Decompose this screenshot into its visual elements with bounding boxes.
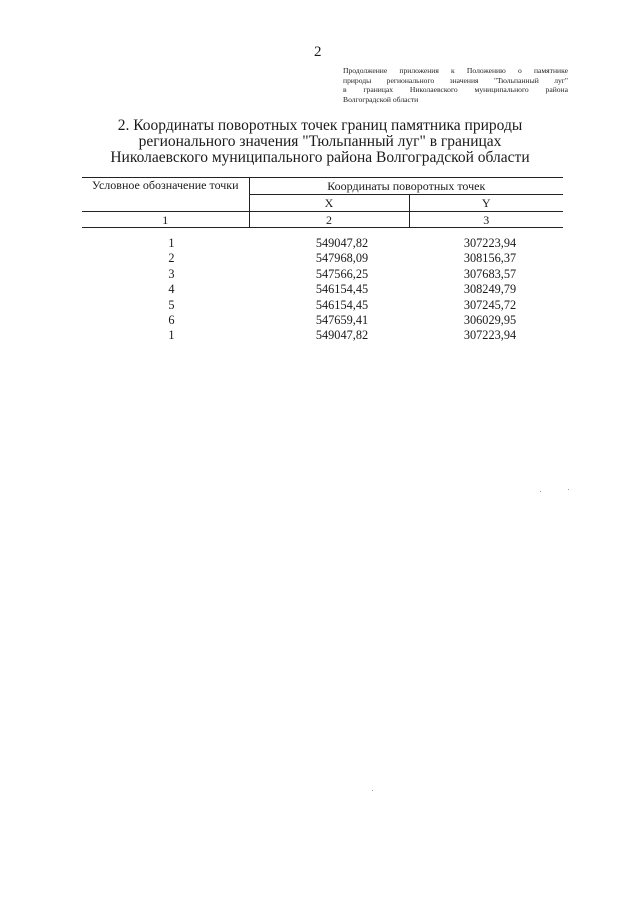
appendix-note: [343, 66, 568, 104]
table-row: [82, 236, 563, 251]
column-number: 3: [409, 212, 563, 228]
table-row: [82, 267, 563, 282]
coordinates-column-header: Координаты поворотных точек: [249, 178, 563, 195]
coordinates-table: [82, 177, 563, 344]
appendix-note-line: Волгоградской области: [343, 94, 419, 104]
point-cell: 4: [168, 282, 175, 297]
table-row: [82, 298, 563, 313]
x-cell: 546154,45: [315, 282, 369, 297]
y-cell: 308156,37: [463, 251, 517, 266]
y-column-header: Y: [409, 195, 563, 212]
x-cell: 546154,45: [315, 297, 369, 312]
section-title-line: регионального значения "Тюльпанный луг" в границах: [138, 133, 502, 150]
column-number-row: [82, 212, 563, 228]
point-cell: 3: [168, 266, 175, 281]
table-row: [82, 313, 563, 328]
section-title-line: 2. Координаты поворотных точек границ памятника природы: [117, 117, 523, 134]
point-cell: 6: [168, 313, 175, 328]
section-title-line: Николаевского муниципального района Волгоградской области: [110, 149, 530, 166]
x-cell: 547659,41: [315, 313, 369, 328]
table-row: [82, 251, 563, 266]
y-cell: 307683,57: [463, 266, 517, 281]
y-cell: 306029,95: [463, 313, 517, 328]
point-cell: 1: [168, 236, 175, 250]
x-cell: 549047,82: [315, 328, 369, 343]
y-cell: 307223,94: [463, 328, 517, 343]
x-cell: 549047,82: [315, 236, 369, 250]
column-number: 2: [249, 212, 409, 228]
table-row: [82, 282, 563, 297]
column-number: 1: [82, 212, 249, 228]
table-row: [82, 328, 563, 343]
scan-speck: [372, 790, 373, 791]
x-cell: 547566,25: [315, 266, 369, 281]
x-cell: 547968,09: [315, 251, 369, 266]
scan-speck: [568, 489, 569, 490]
y-cell: 307245,72: [463, 297, 517, 312]
point-cell: 5: [168, 297, 175, 312]
appendix-note-line: природы регионального значения "Тюльпанный луг": [343, 75, 568, 85]
point-cell: 2: [168, 251, 175, 266]
scan-speck: [540, 491, 541, 492]
y-cell: 308249,79: [463, 282, 517, 297]
point-column-header: Условное обозначение точки: [82, 178, 249, 212]
y-cell: 307223,94: [463, 236, 517, 250]
point-cell: 1: [168, 328, 175, 343]
x-column-header: X: [249, 195, 409, 212]
page-number: 2: [314, 44, 322, 60]
appendix-note-line: Продолжение приложения к Положению о памятнике: [343, 66, 568, 75]
section-title: [60, 118, 580, 166]
appendix-note-line: в границах Николаевского муниципального района: [343, 85, 568, 95]
